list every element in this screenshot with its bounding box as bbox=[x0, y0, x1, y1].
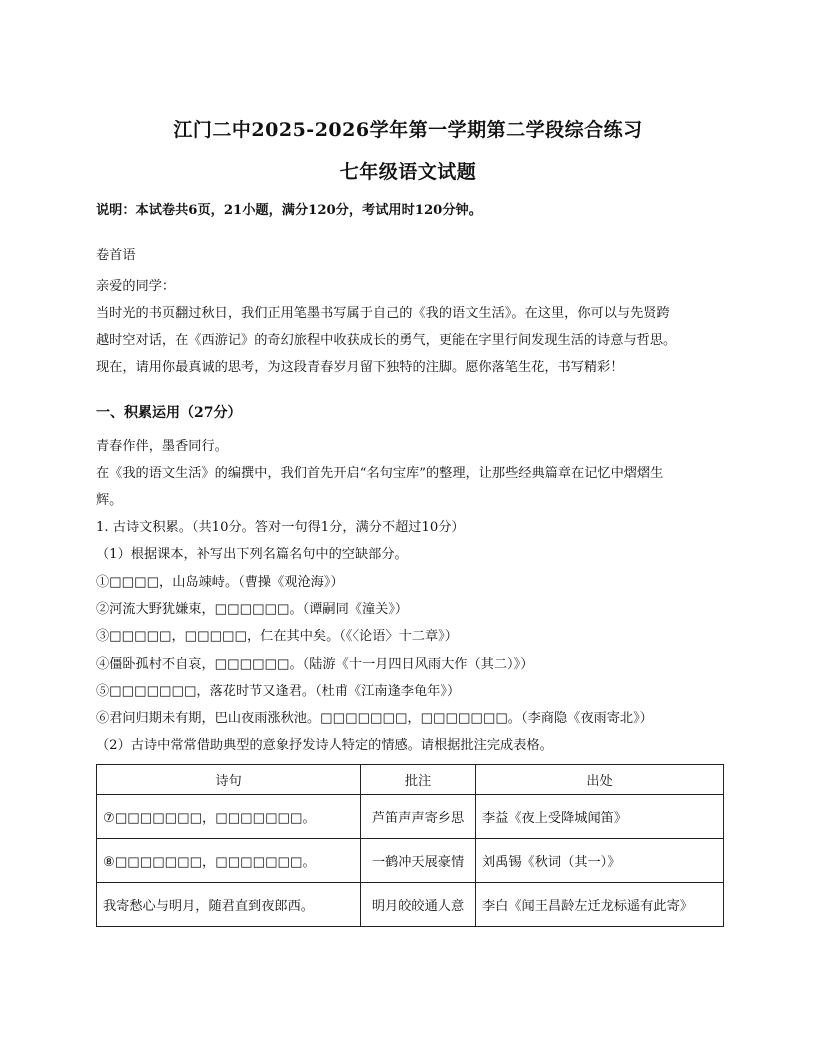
table-header-row bbox=[97, 765, 724, 795]
preface-greeting: 亲爱的同学： bbox=[96, 279, 176, 294]
table-row bbox=[97, 795, 724, 839]
fill-blank-item: ⑥君问归期未有期，巴山夜雨涨秋池。□□□□□□□，□□□□□□□。（李商隐《夜雨寄北》） bbox=[96, 711, 653, 726]
column-header-verse: 诗句 bbox=[97, 765, 361, 795]
verse-cell: ⑧□□□□□□□，□□□□□□□。 bbox=[97, 839, 361, 883]
section-intro-line: 青春作伴，墨香同行。 bbox=[96, 439, 228, 454]
annotation-cell: 芦笛声声寄乡思 bbox=[361, 795, 476, 839]
preface-line: 现在，请用你最真诚的思考，为这段青春岁月留下独特的注脚。愿你落笔生花，书写精彩！ bbox=[96, 360, 624, 375]
verse-cell: ⑦□□□□□□□，□□□□□□□。 bbox=[97, 795, 361, 839]
section-heading: 一、积累运用（27分） bbox=[96, 405, 242, 421]
exam-instructions: 说明：本试卷共6页，21小题，满分120分，考试用时120分钟。 bbox=[96, 203, 482, 218]
table-row bbox=[97, 839, 724, 883]
annotation-cell: 一鹤冲天展豪情 bbox=[361, 839, 476, 883]
fill-blank-item: ④僵卧孤村不自哀，□□□□□□。（陆游《十一月四日风雨大作（其二）》） bbox=[96, 657, 534, 672]
section-intro-line: 辉。 bbox=[96, 493, 123, 508]
column-header-source: 出处 bbox=[476, 765, 724, 795]
exam-title: 江门二中2025-2026学年第一学期第二学段综合练习 bbox=[173, 119, 643, 141]
question-1-part1-title: （1）根据课本，补写出下列名篇名句中的空缺部分。 bbox=[96, 547, 408, 562]
verse-cell: 我寄愁心与明月，随君直到夜郎西。 bbox=[97, 883, 361, 927]
poem-table bbox=[96, 764, 724, 927]
question-1-part2-title: （2）古诗中常常借助典型的意象抒发诗人特定的情感。请根据批注完成表格。 bbox=[96, 738, 553, 753]
question-1-title: 1. 古诗文积累。（共10分。答对一句得1分，满分不超过10分） bbox=[96, 520, 465, 535]
preface-heading: 卷首语 bbox=[96, 248, 136, 263]
source-cell: 刘禹锡《秋词（其一）》 bbox=[476, 839, 724, 883]
fill-blank-item: ⑤□□□□□□□，落花时节又逢君。（杜甫《江南逢李龟年》） bbox=[96, 684, 461, 699]
section-intro-line: 在《我的语文生活》的编撰中，我们首先开启“名句宝库”的整理，让那些经典篇章在记忆中熠熠生 bbox=[96, 466, 664, 481]
source-cell: 李益《夜上受降城闻笛》 bbox=[476, 795, 724, 839]
fill-blank-item: ①□□□□，山岛竦峙。（曹操《观沧海》） bbox=[96, 575, 344, 590]
source-cell: 李白《闻王昌龄左迁龙标遥有此寄》 bbox=[476, 883, 724, 927]
annotation-cell: 明月皎皎通人意 bbox=[361, 883, 476, 927]
preface-line: 越时空对话，在《西游记》的奇幻旅程中收获成长的勇气，更能在字里行间发现生活的诗意与哲思。 bbox=[96, 333, 677, 348]
table-row bbox=[97, 883, 724, 927]
preface-line: 当时光的书页翻过秋日，我们正用笔墨书写属于自己的《我的语文生活》。在这里，你可以与先贤跨 bbox=[96, 306, 670, 321]
exam-subtitle: 七年级语文试题 bbox=[339, 161, 477, 183]
column-header-annotation: 批注 bbox=[361, 765, 476, 795]
fill-blank-item: ③□□□□□，□□□□□，仁在其中矣。（《〈论语〉十二章》） bbox=[96, 629, 458, 644]
fill-blank-item: ②河流大野犹嫌束，□□□□□□。（谭嗣同《潼关》） bbox=[96, 602, 409, 617]
